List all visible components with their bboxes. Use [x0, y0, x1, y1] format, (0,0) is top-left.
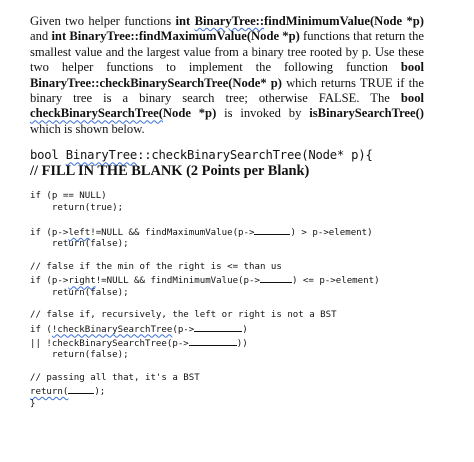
code-fragment: if (	[30, 324, 52, 335]
code-comment: // false if the min of the right is <= than us	[30, 261, 282, 272]
code-fragment: );	[94, 387, 106, 398]
intro-bold-8: Node *p)	[162, 106, 217, 121]
code-block-base-case	[30, 191, 424, 214]
blank-5[interactable]	[68, 384, 94, 394]
code-fragment: if (p->	[30, 228, 69, 239]
code-fragment: ))	[236, 338, 248, 349]
intro-bold-5: bool BinaryTree::checkBinarySearchTree(Node* p)	[30, 60, 424, 90]
problem-statement	[30, 14, 424, 137]
code-line: return(true);	[30, 202, 124, 213]
signature-class-name: BinaryTree	[65, 148, 138, 163]
blank-4[interactable]	[189, 336, 237, 346]
intro-text-3: functions that return the smallest value and the largest value from a binary tree rooted by p. Use these two helper functions to implement the following function	[30, 29, 424, 75]
intro-bold-4: int BinaryTree::findMaximumValue(Node *p)	[51, 29, 300, 44]
code-line: return(false);	[30, 239, 129, 250]
intro-bold-1: int	[175, 14, 195, 28]
intro-text-2: and	[30, 29, 52, 44]
intro-bold-9: isBinarySearchTree()	[309, 106, 424, 121]
signature-rest: ::checkBinarySearchTree(Node* p){	[137, 148, 373, 163]
blank-1[interactable]	[254, 225, 290, 235]
closing-brace: }	[30, 398, 36, 409]
code-fragment: !=NULL && findMinimumValue(p->	[95, 276, 260, 287]
code-comment: // passing all that, it's a BST	[30, 372, 200, 383]
intro-bold-7: checkBinarySearchTree(	[30, 106, 163, 121]
code-line: if (p == NULL)	[30, 191, 107, 202]
code-block-right-check	[30, 262, 424, 299]
code-block-left-check	[30, 225, 424, 251]
code-fragment: if (p->	[30, 276, 69, 287]
intro-text-4: which returns TRUE if the binary tree is a binary search tree; otherwise FALSE. The	[30, 75, 424, 106]
blank-3[interactable]	[194, 322, 242, 332]
code-fragment: )	[242, 324, 248, 335]
intro-text-5: is invoked by	[216, 106, 310, 121]
code-fragment: !=NULL && findMaximumValue(p->	[90, 228, 255, 239]
intro-bold-2: BinaryTree::	[194, 14, 265, 28]
code-block-return	[30, 373, 424, 410]
code-block-recursive-check	[30, 310, 424, 362]
code-fragment: (p->	[172, 324, 195, 335]
blank-2[interactable]	[260, 273, 292, 283]
code-fragment: !checkBinarySearchTree	[51, 324, 173, 335]
intro-text-1: Given two helper functions	[30, 14, 176, 28]
code-fragment: return(	[30, 387, 69, 398]
function-signature	[30, 148, 424, 162]
code-fragment: ) <= p->element)	[291, 276, 380, 287]
intro-text-6: which is shown below.	[30, 121, 145, 136]
intro-bold-6: bool	[400, 91, 424, 106]
code-line: return(false);	[30, 287, 129, 298]
code-fragment: ) > p->element)	[290, 228, 373, 239]
code-comment: // false if, recursively, the left or right is not a BST	[30, 310, 337, 321]
section-heading: // FILL IN THE BLANK (2 Points per Blank)	[30, 163, 310, 180]
code-line: return(false);	[30, 350, 129, 361]
intro-bold-3: findMinimumValue(Node *p)	[264, 14, 424, 28]
signature-return-type: bool	[30, 148, 66, 163]
code-fragment: left	[68, 228, 91, 239]
document	[30, 14, 424, 410]
code-fragment: || !checkBinarySearchTree(p->	[30, 338, 189, 349]
code-fragment: right	[68, 276, 96, 287]
